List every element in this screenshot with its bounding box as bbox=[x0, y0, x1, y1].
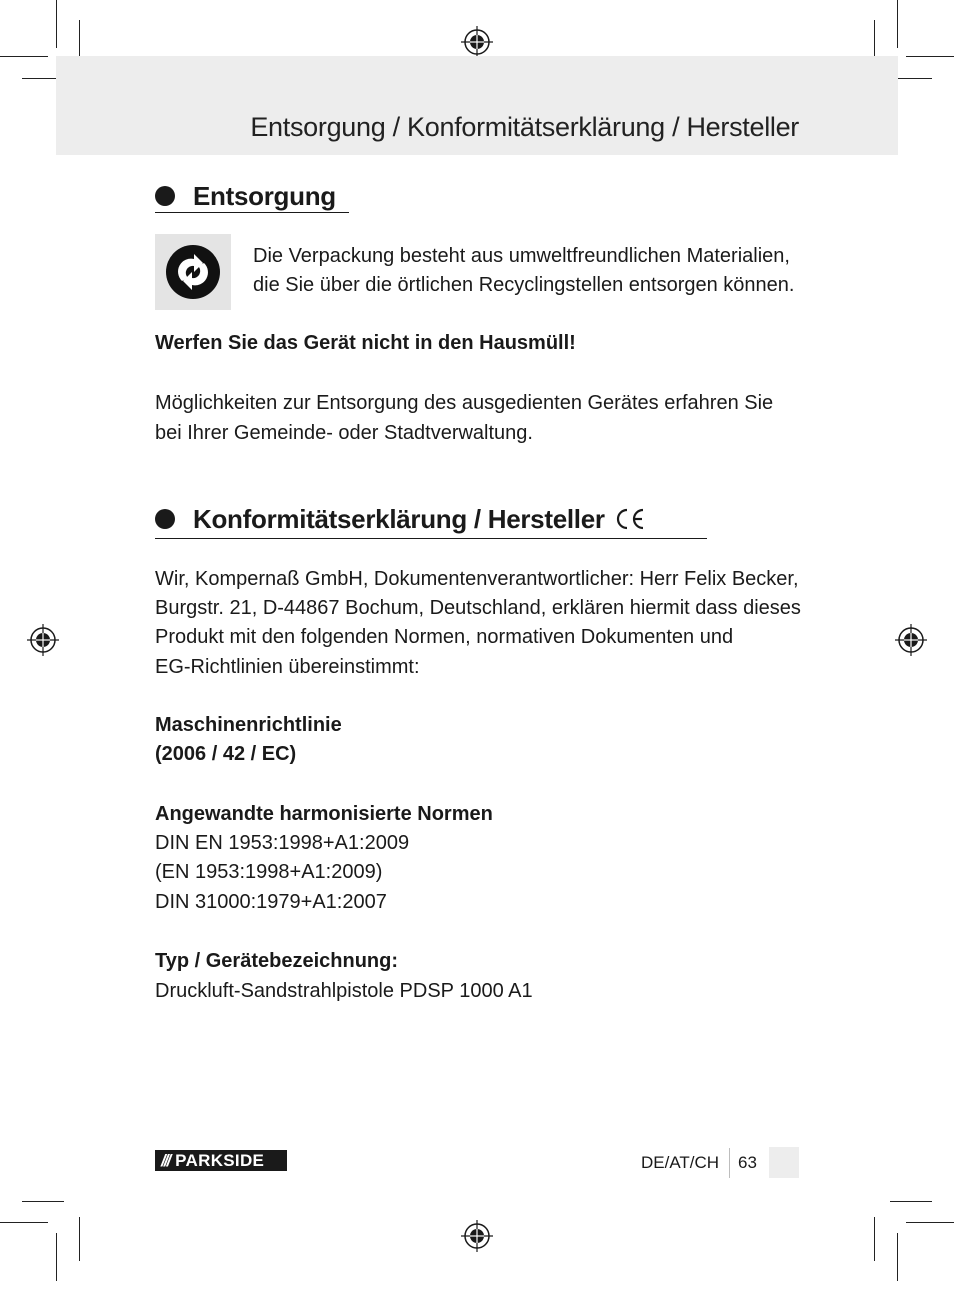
crop-mark bbox=[874, 1217, 875, 1261]
registration-mark-icon bbox=[461, 1220, 493, 1252]
footer-country: DE/AT/CH bbox=[641, 1153, 720, 1172]
crop-mark bbox=[890, 1201, 932, 1202]
page-title: Entsorgung / Konformitätserklärung / Hersteller bbox=[250, 112, 799, 142]
ce-mark-icon bbox=[615, 508, 645, 530]
brand-name: PARKSIDE bbox=[175, 1150, 265, 1170]
recycling-green-dot-icon bbox=[155, 234, 231, 310]
bullet-icon bbox=[155, 186, 175, 206]
crop-mark bbox=[0, 1222, 48, 1223]
crop-mark bbox=[906, 56, 954, 57]
directive-name: Maschinenrichtlinie bbox=[155, 714, 342, 736]
page-number: 63 bbox=[738, 1153, 757, 1172]
declaration-line-1: Wir, Kompernaß GmbH, Dokumentenverantwortlicher: Herr Felix Becker, bbox=[155, 568, 799, 590]
section-heading-entsorgung bbox=[155, 181, 336, 211]
type-heading: Typ / Gerätebezeichnung: bbox=[155, 950, 398, 972]
bullet-icon bbox=[155, 509, 175, 529]
disposal-info-line-2: bei Ihrer Gemeinde- oder Stadtverwaltung. bbox=[155, 422, 533, 444]
section-heading-konformitaet bbox=[155, 504, 645, 534]
registration-mark-icon bbox=[895, 624, 927, 656]
norm-item: DIN 31000:1979+A1:2007 bbox=[155, 891, 387, 913]
crop-mark bbox=[897, 0, 898, 48]
directive-number: (2006 / 42 / EC) bbox=[155, 743, 297, 765]
crop-mark bbox=[56, 1233, 57, 1281]
disposal-info-line-1: Möglichkeiten zur Entsorgung des ausgedienten Gerätes erfahren Sie bbox=[155, 392, 774, 414]
brand-logo bbox=[155, 1150, 287, 1171]
type-value: Druckluft-Sandstrahlpistole PDSP 1000 A1 bbox=[155, 980, 533, 1002]
declaration-line-2: Burgstr. 21, D-44867 Bochum, Deutschland, erklären hiermit dass dieses bbox=[155, 597, 801, 619]
crop-mark bbox=[906, 1222, 954, 1223]
crop-mark bbox=[22, 1201, 64, 1202]
registration-mark-icon bbox=[461, 26, 493, 58]
norms-heading: Angewandte harmonisierte Normen bbox=[155, 803, 493, 825]
crop-mark bbox=[0, 56, 48, 57]
registration-mark-icon bbox=[27, 624, 59, 656]
section-heading-text: Entsorgung bbox=[193, 181, 336, 211]
footer-box bbox=[769, 1147, 799, 1178]
footer-divider bbox=[729, 1148, 730, 1178]
crop-mark bbox=[897, 1233, 898, 1281]
declaration-line-3: Produkt mit den folgenden Normen, normativen Dokumenten und bbox=[155, 626, 734, 648]
declaration-line-4: EG-Richtlinien übereinstimmt: bbox=[155, 656, 420, 678]
disposal-warning: Werfen Sie das Gerät nicht in den Hausmüll! bbox=[155, 332, 576, 354]
disposal-packaging-line-2: die Sie über die örtlichen Recyclingstellen entsorgen können. bbox=[253, 274, 795, 296]
disposal-packaging-line-1: Die Verpackung besteht aus umweltfreundlichen Materialien, bbox=[253, 245, 790, 267]
crop-mark bbox=[56, 0, 57, 48]
section-heading-text: Konformitätserklärung / Hersteller bbox=[193, 504, 605, 534]
norm-item: (EN 1953:1998+A1:2009) bbox=[155, 861, 383, 883]
heading-underline bbox=[155, 538, 707, 539]
logo-stripes-icon: /// bbox=[161, 1150, 170, 1170]
recycling-arrows-icon bbox=[164, 243, 222, 301]
crop-mark bbox=[79, 1217, 80, 1261]
heading-underline bbox=[155, 212, 349, 213]
norm-item: DIN EN 1953:1998+A1:2009 bbox=[155, 832, 410, 854]
